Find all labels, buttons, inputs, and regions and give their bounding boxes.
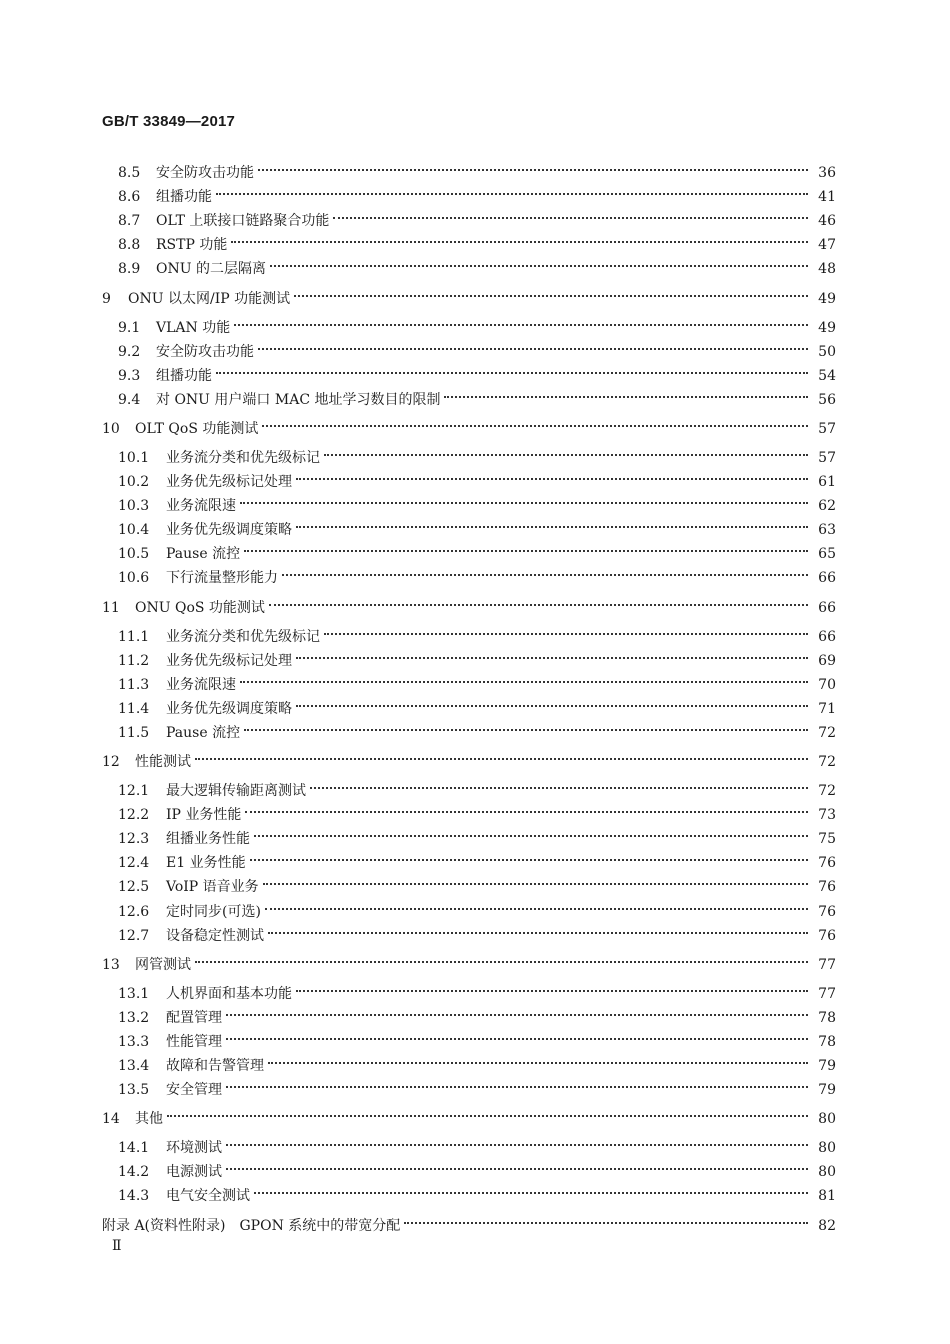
toc-page-number: 65 [818, 546, 836, 563]
toc-page-number: 72 [818, 754, 836, 770]
toc-number: 12.5 [118, 879, 150, 896]
dot-leader [268, 1048, 808, 1070]
dot-leader [324, 619, 808, 641]
dot-leader [269, 590, 808, 612]
toc-title: VoIP 语音业务 [166, 879, 259, 896]
toc-page-number: 36 [818, 165, 836, 181]
dot-leader [250, 845, 808, 867]
toc-page-number: 49 [818, 290, 836, 307]
toc-number: 13.3 [118, 1033, 150, 1050]
toc-number: 8.7 [118, 213, 141, 230]
toc-entry[interactable] [102, 947, 836, 973]
toc-page-number: 70 [818, 676, 836, 693]
dot-leader [244, 715, 808, 737]
dot-leader [226, 1154, 808, 1176]
dot-leader [231, 227, 808, 249]
toc-number: 8.5 [118, 165, 141, 181]
dot-leader [167, 1101, 808, 1123]
toc-page-number: 63 [818, 522, 836, 539]
toc-page-number: 80 [818, 1140, 836, 1157]
toc-title: OLT 上联接口链路聚合功能 [156, 213, 330, 230]
dot-leader [226, 1130, 808, 1152]
toc-title: 电气安全测试 [166, 1188, 250, 1205]
toc-title: 性能测试 [135, 754, 191, 770]
dot-leader [254, 1178, 808, 1200]
toc-number: 10.5 [118, 546, 150, 563]
toc-title: 安全管理 [166, 1082, 222, 1099]
page-number: Ⅱ [112, 1238, 122, 1254]
dot-leader [324, 440, 808, 462]
dot-leader [296, 643, 808, 665]
toc-title: 环境测试 [166, 1140, 222, 1157]
toc-title: 组播业务性能 [166, 831, 250, 848]
toc-page-number: 82 [818, 1217, 836, 1234]
toc-title: ONU QoS 功能测试 [135, 599, 265, 616]
dot-leader [195, 744, 808, 766]
dot-leader [263, 869, 808, 891]
toc-title: ONU 的二层隔离 [156, 261, 266, 278]
toc-title: 业务优先级调度策略 [166, 522, 292, 539]
toc-subentry[interactable] [118, 334, 836, 360]
dot-leader [262, 411, 808, 433]
toc-number: 8.6 [118, 189, 141, 206]
toc-number: 14 [102, 1111, 120, 1128]
toc-number: 14.1 [118, 1140, 150, 1157]
dot-leader [268, 918, 808, 940]
toc-subentry[interactable] [118, 918, 836, 944]
toc-number: 11.5 [118, 724, 150, 741]
toc-page-number: 77 [818, 985, 836, 1002]
toc-number: 9.2 [118, 343, 141, 360]
dot-leader [294, 281, 808, 303]
toc-page-number: 57 [818, 449, 836, 466]
toc-subentry[interactable] [118, 358, 836, 384]
toc-subentry[interactable] [118, 869, 836, 896]
toc-page-number: 56 [818, 391, 836, 408]
dot-leader [226, 1000, 808, 1022]
toc-entry[interactable] [102, 281, 836, 307]
dot-leader [310, 773, 808, 795]
dot-leader [296, 464, 808, 486]
toc-subentry[interactable] [118, 773, 836, 799]
dot-leader [258, 334, 808, 356]
toc-subentry[interactable] [118, 1130, 836, 1157]
toc-page-number: 49 [818, 319, 836, 336]
toc-page-number: 69 [818, 652, 836, 669]
toc-subentry[interactable] [118, 667, 836, 693]
toc-page-number: 41 [818, 189, 836, 206]
toc-number: 11.2 [118, 652, 150, 669]
toc-title: RSTP 功能 [156, 237, 228, 254]
toc-page-number: 76 [818, 903, 836, 920]
toc-subentry[interactable] [118, 310, 836, 336]
toc-subentry[interactable] [118, 1000, 836, 1026]
toc-number: 10.6 [118, 570, 150, 587]
toc-subentry[interactable] [118, 536, 836, 563]
toc-number: 12.2 [118, 807, 150, 824]
toc-number: 11.3 [118, 676, 150, 693]
dot-leader [282, 560, 808, 582]
dot-leader [240, 488, 808, 510]
toc-page-number: 47 [818, 237, 836, 254]
toc-subentry[interactable] [118, 203, 836, 230]
toc-title: 电源测试 [166, 1164, 222, 1181]
toc-page-number: 78 [818, 1033, 836, 1050]
toc-page-number: 48 [818, 261, 836, 278]
toc-subentry[interactable] [118, 1178, 836, 1205]
toc-number: 10.1 [118, 449, 150, 466]
dot-leader [240, 667, 808, 689]
toc-subentry[interactable] [118, 715, 836, 741]
toc-title: 安全防攻击功能 [156, 165, 254, 181]
toc-page-number: 80 [818, 1164, 836, 1181]
toc-title: 网管测试 [135, 956, 191, 973]
toc-title: 业务流限速 [166, 498, 236, 515]
toc-number: 13.5 [118, 1082, 150, 1099]
dot-leader [195, 947, 808, 969]
toc-page-number: 66 [818, 570, 836, 587]
toc-page-number: 76 [818, 879, 836, 896]
toc-page-number: 62 [818, 498, 836, 515]
toc-page-number: 66 [818, 628, 836, 645]
toc-title: 组播功能 [156, 189, 212, 206]
toc-subentry[interactable] [118, 1024, 836, 1050]
toc-number: 10.3 [118, 498, 150, 515]
dot-leader [234, 310, 808, 332]
toc-subentry[interactable] [118, 691, 836, 717]
toc-entry[interactable] [102, 590, 836, 616]
toc-page-number: 79 [818, 1082, 836, 1099]
dot-leader [245, 797, 808, 819]
toc-title: 业务流分类和优先级标记 [166, 628, 320, 645]
toc-number: 12.1 [118, 783, 150, 799]
toc-page-number: 66 [818, 599, 836, 616]
toc-entry[interactable] [102, 1101, 836, 1128]
toc-title: 设备稳定性测试 [166, 927, 264, 944]
toc-title: 业务流限速 [166, 676, 236, 693]
dot-leader [265, 894, 808, 916]
toc-title: VLAN 功能 [156, 319, 231, 336]
toc-number: 8.9 [118, 261, 141, 278]
toc-entry[interactable] [102, 1208, 836, 1234]
toc-number: 9.4 [118, 391, 141, 408]
toc-title: 故障和告警管理 [166, 1058, 264, 1074]
dot-leader [404, 1208, 808, 1230]
toc-title: 对 ONU 用户端口 MAC 地址学习数目的限制 [156, 391, 441, 408]
toc-title: 业务优先级标记处理 [166, 652, 292, 669]
toc-number: 10.2 [118, 474, 150, 490]
toc-page-number: 50 [818, 343, 836, 360]
toc-number: 12 [102, 754, 120, 770]
toc-subentry[interactable] [118, 976, 836, 1002]
dot-leader [296, 691, 808, 713]
toc-number: 12.3 [118, 831, 150, 848]
toc-subentry[interactable] [118, 227, 836, 254]
toc-subentry[interactable] [118, 894, 836, 920]
toc-page-number: 73 [818, 807, 836, 824]
toc-subentry[interactable] [118, 1048, 836, 1074]
toc-title: 性能管理 [166, 1033, 222, 1050]
toc-subentry[interactable] [118, 464, 836, 490]
toc-page-number: 76 [818, 855, 836, 872]
toc-page-number: 71 [818, 700, 836, 717]
toc-number: 14.2 [118, 1164, 150, 1181]
document-code: GB/T 33849—2017 [102, 113, 236, 130]
toc-page-number: 54 [818, 367, 836, 384]
toc-subentry[interactable] [118, 1154, 836, 1181]
toc-subentry[interactable] [118, 440, 836, 466]
dot-leader [226, 1024, 808, 1046]
toc-number: 8.8 [118, 237, 141, 254]
toc-entry[interactable] [102, 411, 836, 437]
toc-title: 配置管理 [166, 1009, 222, 1026]
dot-leader [216, 358, 808, 380]
toc-number: 13.4 [118, 1058, 150, 1074]
toc-number: 12.4 [118, 855, 150, 872]
toc-page-number: 72 [818, 783, 836, 799]
toc-page-number: 76 [818, 927, 836, 944]
toc-page-number: 75 [818, 831, 836, 848]
toc-number: 9.3 [118, 367, 141, 384]
toc-title: 最大逻辑传输距离测试 [166, 783, 306, 799]
toc-subentry[interactable] [118, 821, 836, 848]
toc-page-number: 79 [818, 1058, 836, 1074]
toc-title: 附录 A(资料性附录) GPON 系统中的带宽分配 [102, 1217, 401, 1234]
toc-number: 11.1 [118, 628, 150, 645]
toc-number: 12.6 [118, 903, 150, 920]
toc-title: 安全防攻击功能 [156, 343, 254, 360]
toc-number: 10.4 [118, 522, 150, 539]
toc-title: 下行流量整形能力 [166, 570, 278, 587]
toc-number: 9 [102, 290, 111, 307]
toc-title: 其他 [135, 1111, 163, 1128]
toc-subentry[interactable] [118, 845, 836, 872]
toc-title: ONU 以太网/IP 功能测试 [128, 290, 291, 307]
toc-page-number: 46 [818, 213, 836, 230]
toc-page-number: 78 [818, 1009, 836, 1026]
toc-number: 11.4 [118, 700, 150, 717]
toc-page-number: 61 [818, 474, 836, 490]
toc-page-number: 80 [818, 1111, 836, 1128]
toc-number: 12.7 [118, 927, 150, 944]
dot-leader [216, 179, 808, 201]
dot-leader [444, 382, 808, 404]
dot-leader [333, 203, 808, 225]
toc-subentry[interactable] [118, 382, 836, 408]
toc-title: 人机界面和基本功能 [166, 985, 292, 1002]
toc-subentry[interactable] [118, 488, 836, 515]
dot-leader [296, 512, 808, 534]
dot-leader [270, 251, 808, 273]
toc-number: 13.1 [118, 985, 150, 1002]
toc-subentry[interactable] [118, 179, 836, 206]
toc-subentry[interactable] [118, 512, 836, 539]
dot-leader [226, 1072, 808, 1094]
toc-title: 定时同步(可选) [166, 903, 261, 920]
toc-subentry[interactable] [118, 560, 836, 587]
toc-subentry[interactable] [118, 251, 836, 278]
toc-page-number: 72 [818, 724, 836, 741]
toc-number: 11 [102, 599, 120, 616]
toc-subentry[interactable] [118, 619, 836, 645]
toc-number: 9.1 [118, 319, 141, 336]
toc-title: E1 业务性能 [166, 855, 246, 872]
toc-subentry[interactable] [118, 155, 836, 181]
toc-title: IP 业务性能 [166, 807, 242, 824]
toc-title: Pause 流控 [166, 724, 241, 741]
toc-number: 13.2 [118, 1009, 150, 1026]
toc-number: 10 [102, 420, 120, 437]
toc-entry[interactable] [102, 744, 836, 770]
dot-leader [244, 536, 808, 558]
toc-subentry[interactable] [118, 797, 836, 824]
toc-title: 业务流分类和优先级标记 [166, 449, 320, 466]
toc-title: 业务优先级标记处理 [166, 474, 292, 490]
toc-number: 14.3 [118, 1188, 150, 1205]
dot-leader [296, 976, 808, 998]
toc-subentry[interactable] [118, 643, 836, 669]
toc-title: 业务优先级调度策略 [166, 700, 292, 717]
toc-page-number: 77 [818, 956, 836, 973]
toc-page-number: 81 [818, 1188, 836, 1205]
toc-subentry[interactable] [118, 1072, 836, 1099]
toc-title: Pause 流控 [166, 546, 241, 563]
dot-leader [254, 821, 808, 843]
toc-title: OLT QoS 功能测试 [135, 420, 259, 437]
toc-title: 组播功能 [156, 367, 212, 384]
dot-leader [258, 155, 808, 177]
toc-page-number: 57 [818, 420, 836, 437]
toc-number: 13 [102, 956, 120, 973]
